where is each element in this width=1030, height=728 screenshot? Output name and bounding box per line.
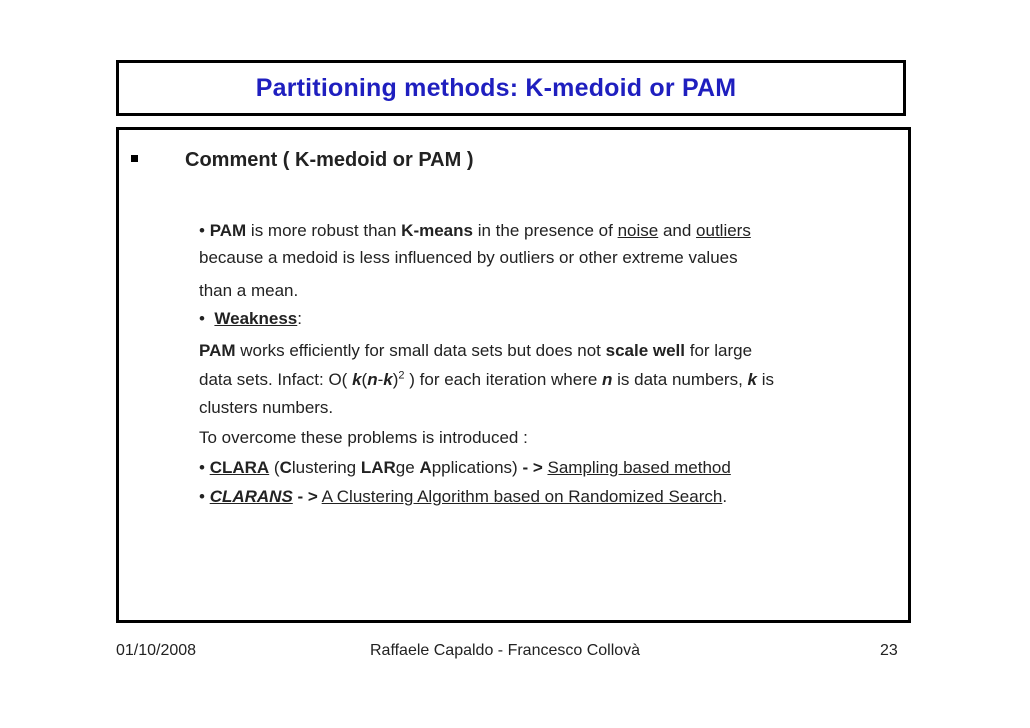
- noise-term: noise: [617, 221, 659, 240]
- scale-well-term: scale well: [605, 341, 685, 360]
- minus: -: [377, 370, 384, 389]
- is-text: is: [757, 370, 775, 389]
- clarans-method: A Clustering Algorithm based on Randomized Search: [321, 487, 723, 506]
- iteration-text: ) for each iteration where: [404, 370, 603, 389]
- clara-arrow: - >: [522, 458, 543, 477]
- comment-heading: Comment ( K-medoid or PAM ): [185, 149, 474, 171]
- line-overcome: To overcome these problems is introduced :: [199, 428, 528, 447]
- bullet-4: •: [199, 487, 205, 506]
- line-complexity: [199, 370, 774, 390]
- clara-paren: (: [269, 458, 280, 477]
- footer-page-number: 23: [880, 642, 898, 659]
- line-pam-efficiency: [199, 341, 752, 361]
- presence-text: in the presence of: [472, 221, 618, 240]
- weakness-label: Weakness: [214, 309, 298, 328]
- bullet-3: •: [199, 458, 205, 477]
- paren-open: (: [361, 370, 368, 389]
- slide-title: Partitioning methods: K-medoid or PAM: [255, 73, 737, 102]
- line-robust: [199, 221, 751, 241]
- clara-pplications: pplications): [431, 458, 523, 477]
- pam-term-2: PAM: [199, 341, 236, 360]
- footer-authors: Raffaele Capaldo - Francesco Collovà: [370, 642, 641, 659]
- clara-lar: LAR: [360, 458, 396, 477]
- clarans-arrow: - >: [292, 487, 318, 506]
- clara-method: Sampling based method: [547, 458, 731, 477]
- paren-close: ): [392, 370, 399, 389]
- n-var-3: n: [602, 370, 613, 389]
- line-clarans: [199, 487, 727, 507]
- clara-term: CLARA: [209, 458, 270, 477]
- clara-lustering: lustering: [291, 458, 361, 477]
- clara-c: C: [279, 458, 292, 477]
- outliers-term: outliers: [696, 221, 751, 240]
- for-large-text: for large: [685, 341, 753, 360]
- exponent: 2: [398, 369, 405, 382]
- n-var: n: [367, 370, 378, 389]
- clara-a: A: [419, 458, 432, 477]
- line-clusters: clusters numbers.: [199, 398, 334, 417]
- k-var-3: k: [747, 370, 758, 389]
- line-clara: [199, 458, 731, 478]
- data-numbers-text: is data numbers,: [612, 370, 748, 389]
- title-box: [116, 60, 906, 116]
- bullet-1: •: [199, 221, 205, 240]
- line-mean: than a mean.: [199, 281, 299, 300]
- robust-text: is more robust than: [246, 221, 402, 240]
- clarans-term: CLARANS: [209, 487, 293, 506]
- kmeans-term: K-means: [401, 221, 473, 240]
- pam-term: PAM: [209, 221, 247, 240]
- weakness-colon: :: [297, 309, 302, 328]
- footer-date: 01/10/2008: [116, 642, 197, 659]
- k-var: k: [352, 370, 362, 389]
- bullet-2: •: [199, 309, 205, 328]
- square-bullet-icon: [131, 155, 138, 162]
- k-var-2: k: [383, 370, 393, 389]
- and-text: and: [658, 221, 697, 240]
- line-medoid: because a medoid is less influenced by outliers or other extreme values: [199, 248, 738, 267]
- complexity-text: data sets. Infact: O(: [199, 370, 353, 389]
- clarans-period: .: [722, 487, 728, 506]
- clara-ge: ge: [395, 458, 420, 477]
- line-weakness: [199, 309, 302, 329]
- efficiency-text: works efficiently for small data sets but does not: [235, 341, 606, 360]
